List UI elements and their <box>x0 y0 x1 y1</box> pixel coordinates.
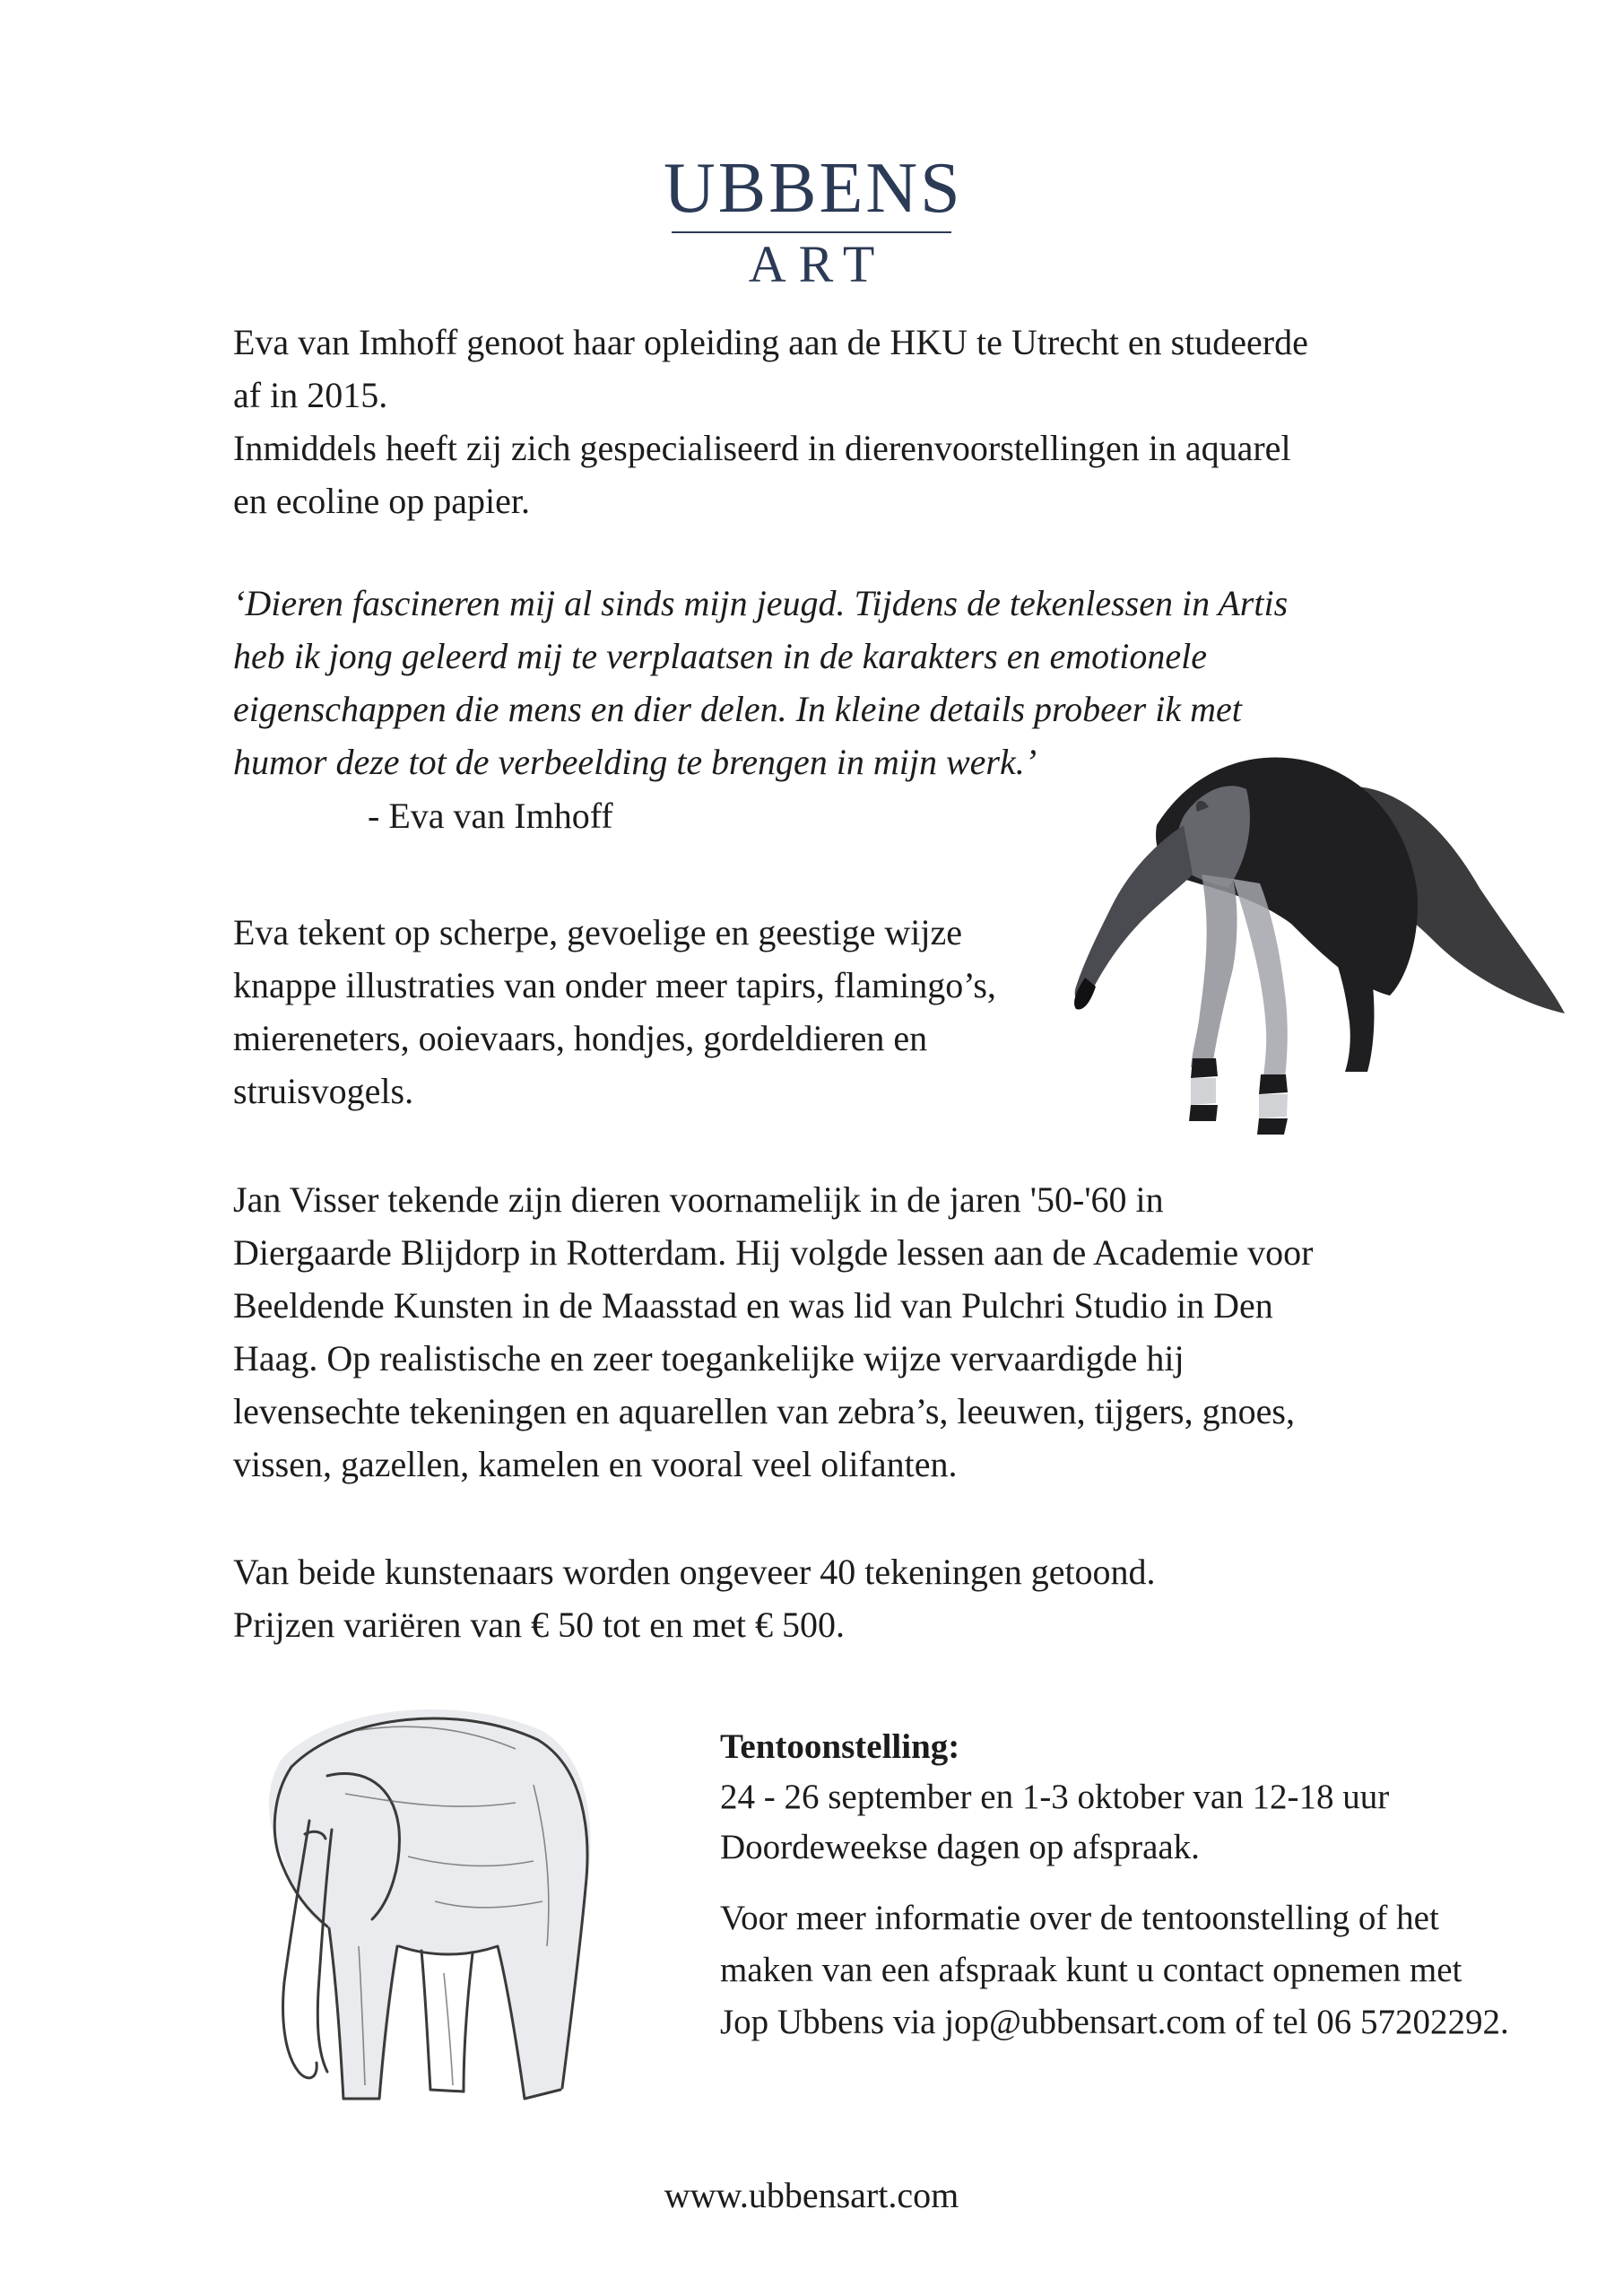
intro-line: en ecoline op papier. <box>233 481 530 521</box>
exhibition-block <box>720 1722 1389 1873</box>
elephant-sketch <box>229 1677 614 2144</box>
jan-line: Diergaarde Blijdorp in Rotterdam. Hij volgde lessen aan de Academie voor <box>233 1232 1314 1273</box>
intro-paragraph <box>233 316 1308 527</box>
exhibition-weekdays: Doordeweekse dagen op afspraak. <box>720 1828 1200 1866</box>
exhibition-heading: Tentoonstelling: <box>720 1727 960 1766</box>
anteater-paw-band <box>1259 1094 1288 1118</box>
anteater-front-leg <box>1191 874 1237 1067</box>
anteater-paw <box>1191 1058 1218 1078</box>
anteater-claw <box>1189 1105 1218 1121</box>
attribution-text: - Eva van Imhoff <box>368 796 613 836</box>
anteater-head <box>1075 825 1193 1000</box>
jan-line: Haag. Op realistische en zeer toegankelijke wijze vervaardigde hij <box>233 1338 1185 1378</box>
elephant-hind-leg-line <box>421 1951 473 2092</box>
quote-line: heb ik jong geleerd mij te verplaatsen in de karakters en emotionele <box>233 636 1207 676</box>
quote-attribution <box>233 789 613 842</box>
exhibition-dates: 24 - 26 september en 1-3 oktober van 12-18 uur <box>720 1778 1390 1816</box>
footer-url: www.ubbensart.com <box>664 2175 959 2215</box>
contact-block <box>720 1892 1509 2048</box>
prices-line: Van beide kunstenaars worden ongeveer 40 tekeningen getoond. <box>233 1552 1156 1592</box>
logo-wordmark-top: UBBENS <box>664 149 963 228</box>
eva-line: miereneters, ooievaars, hondjes, gordeldieren en <box>233 1018 928 1058</box>
anteater-paw-band <box>1191 1078 1216 1105</box>
jan-paragraph <box>233 1173 1313 1491</box>
jan-line: Beeldende Kunsten in de Maasstad en was lid van Pulchri Studio in Den <box>233 1285 1273 1326</box>
jan-line: vissen, gazellen, kamelen en vooral veel olifanten. <box>233 1444 958 1484</box>
logo-divider <box>672 231 951 233</box>
contact-line: Voor meer informatie over de tentoonstelling of het <box>720 1899 1439 1937</box>
eva-line: knappe illustraties van onder meer tapirs, flamingo’s, <box>233 965 996 1005</box>
eva-line: Eva tekent op scherpe, gevoelige en geestige wijze <box>233 912 962 952</box>
prices-paragraph <box>233 1545 1156 1651</box>
anteater-paw <box>1259 1074 1288 1094</box>
elephant-wash <box>269 1709 590 2099</box>
jan-line: Jan Visser tekende zijn dieren voornamelijk in de jaren '50-'60 in <box>233 1179 1164 1220</box>
ubbens-art-logo <box>664 149 963 293</box>
contact-line: maken van een afspraak kunt u contact opnemen met <box>720 1951 1462 1989</box>
eva-paragraph <box>233 906 996 1118</box>
prices-line: Prijzen variëren van € 50 tot en met € 500. <box>233 1605 846 1645</box>
elephant-hatch <box>444 1973 453 2085</box>
anteater-illustration <box>1049 718 1578 1157</box>
intro-line: Inmiddels heeft zij zich gespecialiseerd in dierenvoorstellingen in aquarel <box>233 428 1291 468</box>
jan-line: levensechte tekeningen en aquarellen van zebra’s, leeuwen, tijgers, gnoes, <box>233 1391 1295 1431</box>
contact-line: Jop Ubbens via jop@ubbensart.com of tel 06 57202292. <box>720 2003 1509 2041</box>
eva-line: struisvogels. <box>233 1071 414 1111</box>
anteater-claw <box>1257 1118 1288 1135</box>
intro-line: Eva van Imhoff genoot haar opleiding aan de HKU te Utrecht en studeerde <box>233 322 1308 362</box>
quote-line: eigenschappen die mens en dier delen. In kleine details probeer ik met <box>233 689 1242 729</box>
quote-line: humor deze tot de verbeelding te brengen in mijn werk.’ <box>233 742 1037 782</box>
intro-line: af in 2015. <box>233 375 388 415</box>
quote-line: ‘Dieren fascineren mij al sinds mijn jeugd. Tijdens de tekenlessen in Artis <box>233 583 1289 623</box>
logo-wordmark-bottom: ART <box>748 235 888 293</box>
